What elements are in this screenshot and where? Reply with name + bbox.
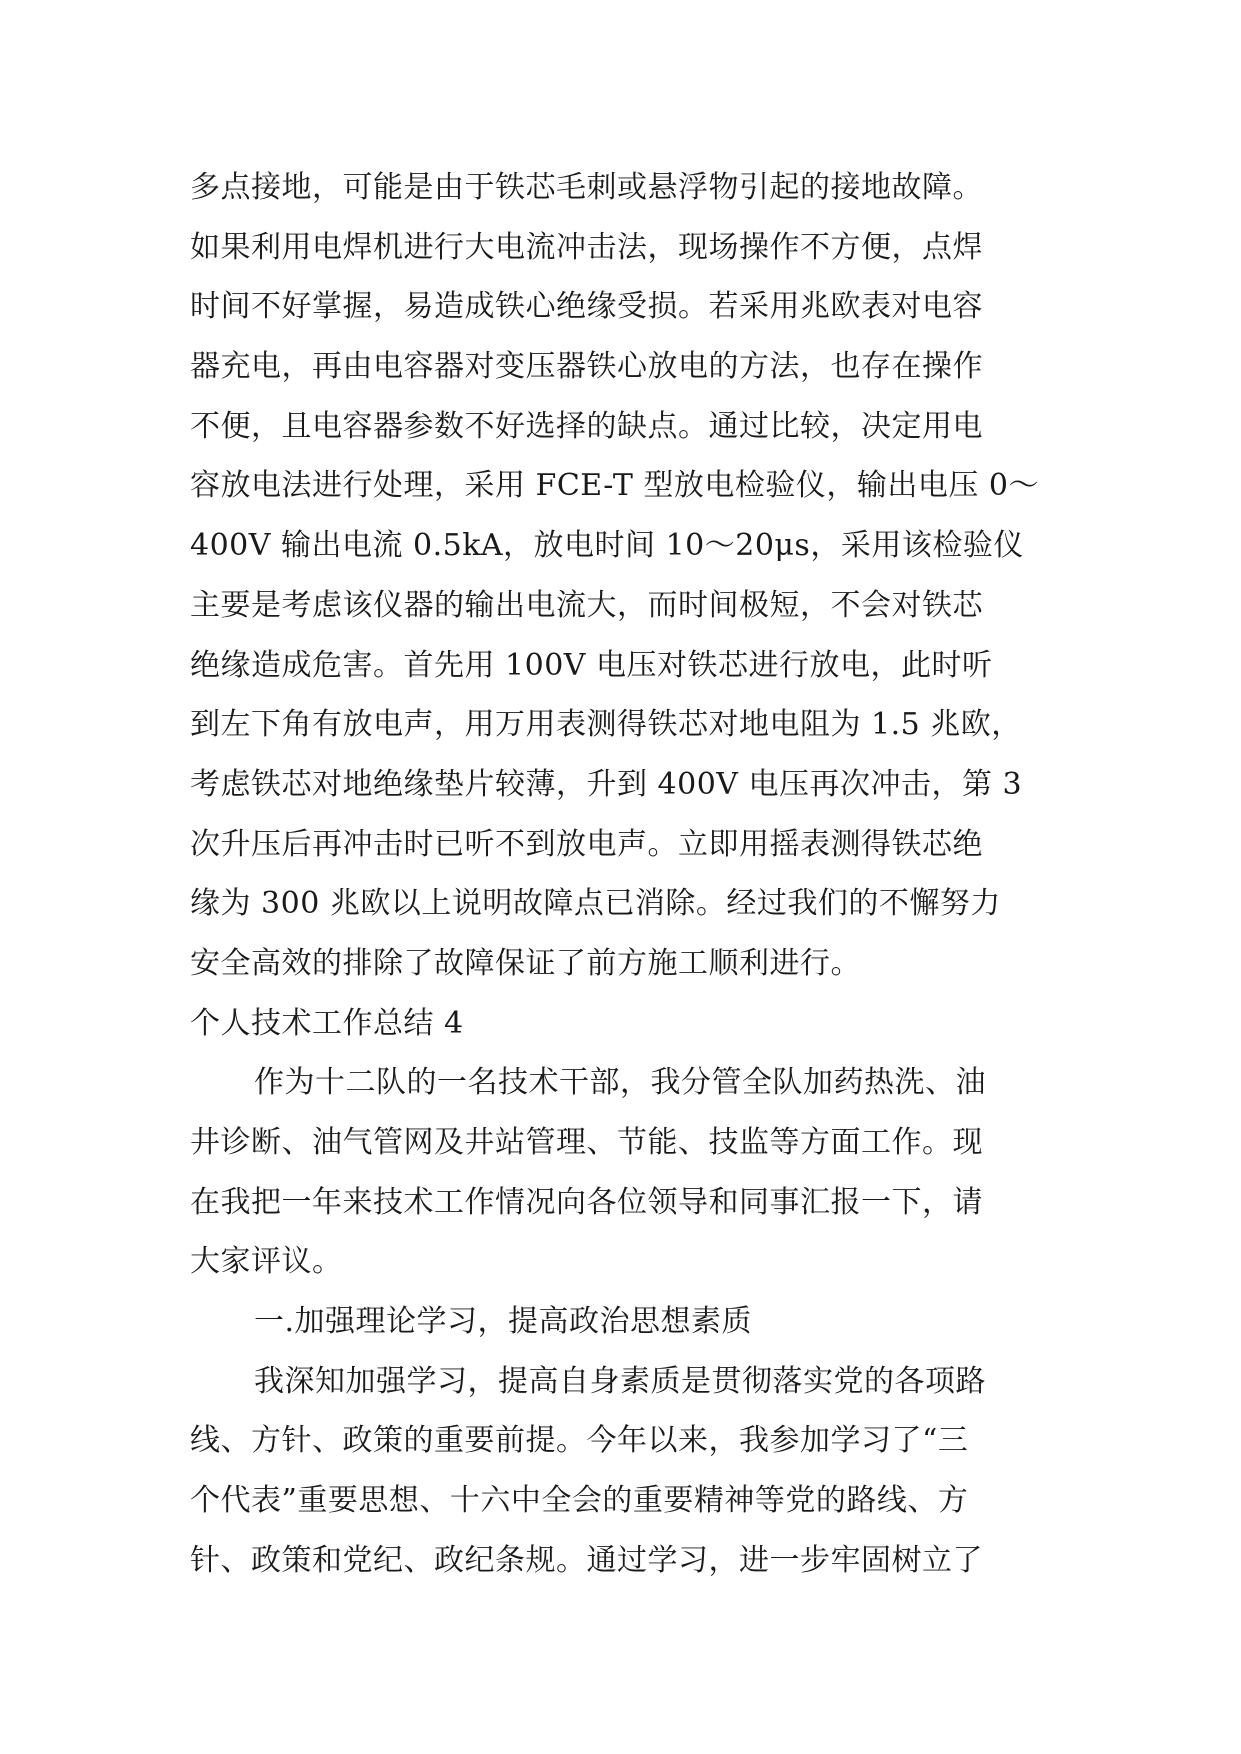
text-line: 针、政策和党纪、政纪条规。通过学习，进一步牢固树立了 — [190, 1542, 983, 1578]
text-line: 一.加强理论学习，提高政治思想素质 — [254, 1304, 753, 1340]
document-body — [190, 158, 1070, 1591]
text-line: 井诊断、油气管网及井站管理、节能、技监等方面工作。现 — [190, 1125, 983, 1160]
text-line: 缘为 300 兆欧以上说明故障点已消除。经过我们的不懈努力 — [190, 886, 1001, 922]
text-line: 大家评议。 — [190, 1244, 343, 1280]
text-line: 安全高效的排除了故障保证了前方施工顺利进行。 — [190, 945, 861, 981]
text-line: 考虑铁芯对地绝缘垫片较薄，升到 400V 电压再次冲击，第 3 — [190, 766, 1023, 802]
text-line: 如果利用电焊机进行大电流冲击法，现场操作不方便，点焊 — [190, 229, 983, 265]
text-line: 绝缘造成危害。首先用 100V 电压对铁芯进行放电，此时听 — [190, 647, 993, 683]
text-line: 到左下角有放电声，用万用表测得铁芯对地电阻为 1.5 兆欧， — [190, 707, 1022, 743]
text-line: 我深知加强学习，提高自身素质是贯彻落实党的各项路 — [254, 1363, 986, 1399]
text-line: 容放电法进行处理，采用 FCE-T 型放电检验仪，输出电压 0～ — [190, 468, 1039, 504]
text-line: 个人技术工作总结 4 — [190, 1005, 464, 1041]
text-line: 在我把一年来技术工作情况向各位领导和同事汇报一下，请 — [190, 1184, 983, 1220]
text-line: 次升压后再冲击时已听不到放电声。立即用摇表测得铁芯绝 — [190, 826, 983, 862]
text-line: 不便，且电容器参数不好选择的缺点。通过比较，决定用电 — [190, 408, 983, 444]
text-line: 作为十二队的一名技术干部，我分管全队加药热洗、油 — [254, 1065, 986, 1101]
text-line: 个代表”重要思想、十六中全会的重要精神等党的路线、方 — [190, 1483, 969, 1519]
text-line: 400V 输出电流 0.5kA，放电时间 10～20μs，采用该检验仪 — [190, 528, 1024, 564]
text-line: 主要是考虑该仪器的输出电流大，而时间极短，不会对铁芯 — [190, 587, 983, 623]
text-line: 多点接地，可能是由于铁芯毛刺或悬浮物引起的接地故障。 — [190, 170, 983, 205]
text-line: 时间不好掌握，易造成铁心绝缘受损。若采用兆欧表对电容 — [190, 289, 983, 325]
text-line: 器充电，再由电容器对变压器铁心放电的方法，也存在操作 — [190, 349, 983, 385]
text-line: 线、方针、政策的重要前提。今年以来，我参加学习了“三 — [190, 1423, 969, 1459]
